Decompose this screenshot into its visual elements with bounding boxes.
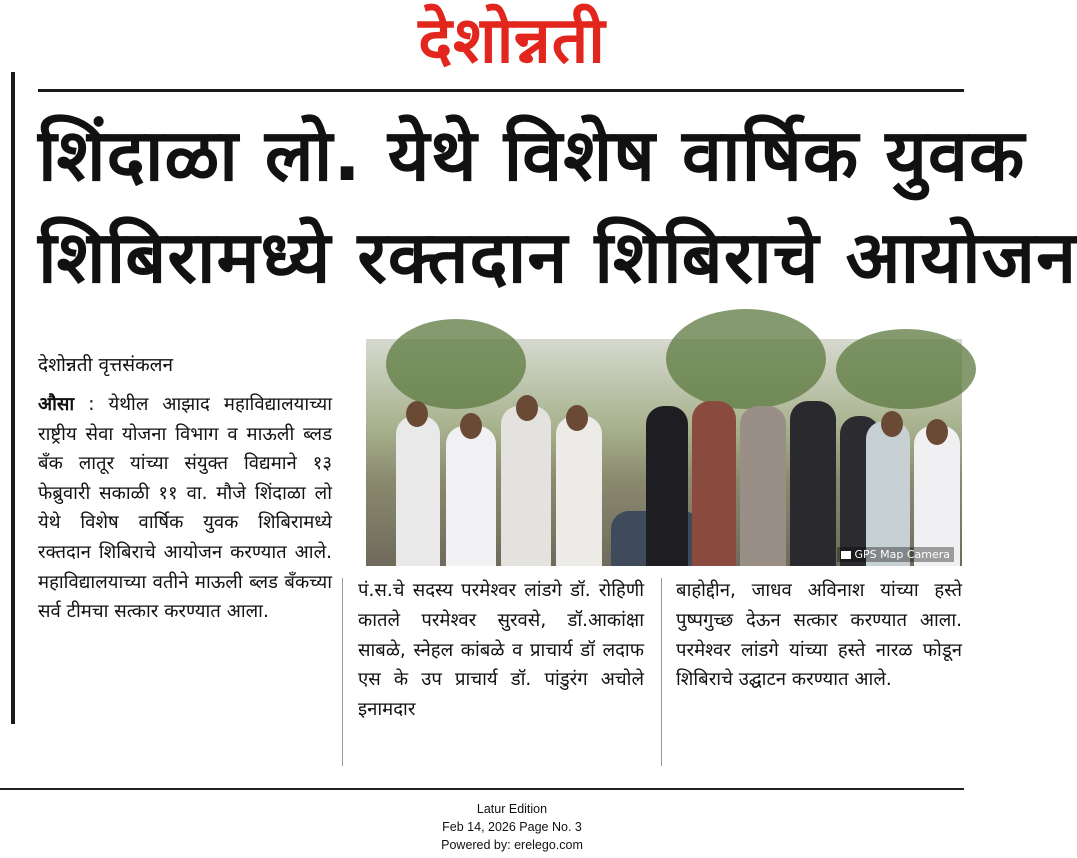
- photo-person: [446, 426, 496, 566]
- dateline: औसा: [38, 394, 75, 415]
- photo-head: [406, 401, 428, 427]
- photo-tree: [836, 329, 976, 409]
- column-divider: [342, 578, 343, 766]
- column-1-text: : येथील आझाद महाविद्यालयाच्या राष्ट्रीय सेवा योजना विभाग व माऊली ब्लड बँक लातूर यांच्या संयुक्त विद्यमाने १३ फेब्रुवारी सकाळी ११ वा. मौजे शिंदाळा लो येथे विशेष वार्षिक युवक शिबिरामध्ये रक्तदान शिबिराचे आयोजन करण्यात आले. महाविद्यालयाच्या वतीने माऊली ब्लड बँकच्या सर्व टीमचा सत्कार करण्यात आला.: [38, 394, 332, 623]
- photo-head: [460, 413, 482, 439]
- byline: देशोन्नती वृत्तसंकलन: [38, 354, 174, 376]
- photo-tree: [666, 309, 826, 409]
- photo-watermark: [837, 547, 954, 562]
- photo-person: [866, 421, 910, 566]
- camera-icon: [841, 551, 851, 559]
- footer-date-page: Feb 14, 2026 Page No. 3: [442, 820, 582, 834]
- photo-watermark-text: GPS Map Camera: [854, 548, 950, 561]
- photo-person: [914, 426, 960, 566]
- headline-line-1: शिंदाळा लो. येथे विशेष वार्षिक युवक: [38, 113, 1026, 197]
- photo-head: [566, 405, 588, 431]
- footer: [0, 800, 1024, 854]
- photo-person: [501, 406, 551, 566]
- photo-person: [790, 401, 836, 566]
- photo-head: [926, 419, 948, 445]
- headline-line-2: शिबिरामध्ये रक्तदान शिबिराचे आयोजन: [38, 215, 1077, 299]
- photo-person: [692, 401, 736, 566]
- bottom-rule: [0, 788, 964, 790]
- photo-tree: [386, 319, 526, 409]
- top-rule: [38, 89, 964, 92]
- photo-person: [740, 406, 786, 566]
- article-column-3: बाहोद्दीन, जाधव अविनाश यांच्या हस्ते पुष्पगुच्छ देऊन सत्कार करण्यात आला. परमेश्वर लांडगे यांच्या हस्ते नारळ फोडून शिबिराचे उद्घाटन करण्यात आले.: [676, 580, 962, 691]
- headline: [38, 104, 1077, 308]
- column-divider: [661, 578, 662, 766]
- photo-person: [556, 416, 602, 566]
- article-column-2: पं.स.चे सदस्य परमेश्वर लांडगे डॉ. रोहिणी कातले परमेश्वर सुरवसे, डॉ.आकांक्षा साबळे, स्नेहल कांबळे व प्राचार्य डॉ लदाफ एस के उप प्राचार्य डॉ. पांडुरंग अचोले इनामदार: [358, 580, 644, 721]
- photo-head: [516, 395, 538, 421]
- news-photo: [366, 339, 962, 566]
- footer-edition: Latur Edition: [476, 802, 548, 816]
- footer-powered-by: Powered by: erelego.com: [441, 838, 583, 852]
- left-margin-bar: [11, 72, 15, 724]
- article-column-1: [38, 390, 332, 627]
- masthead-logo: देशोन्नती: [418, 4, 606, 78]
- photo-head: [881, 411, 903, 437]
- photo-person: [396, 416, 440, 566]
- photo-person: [646, 406, 688, 566]
